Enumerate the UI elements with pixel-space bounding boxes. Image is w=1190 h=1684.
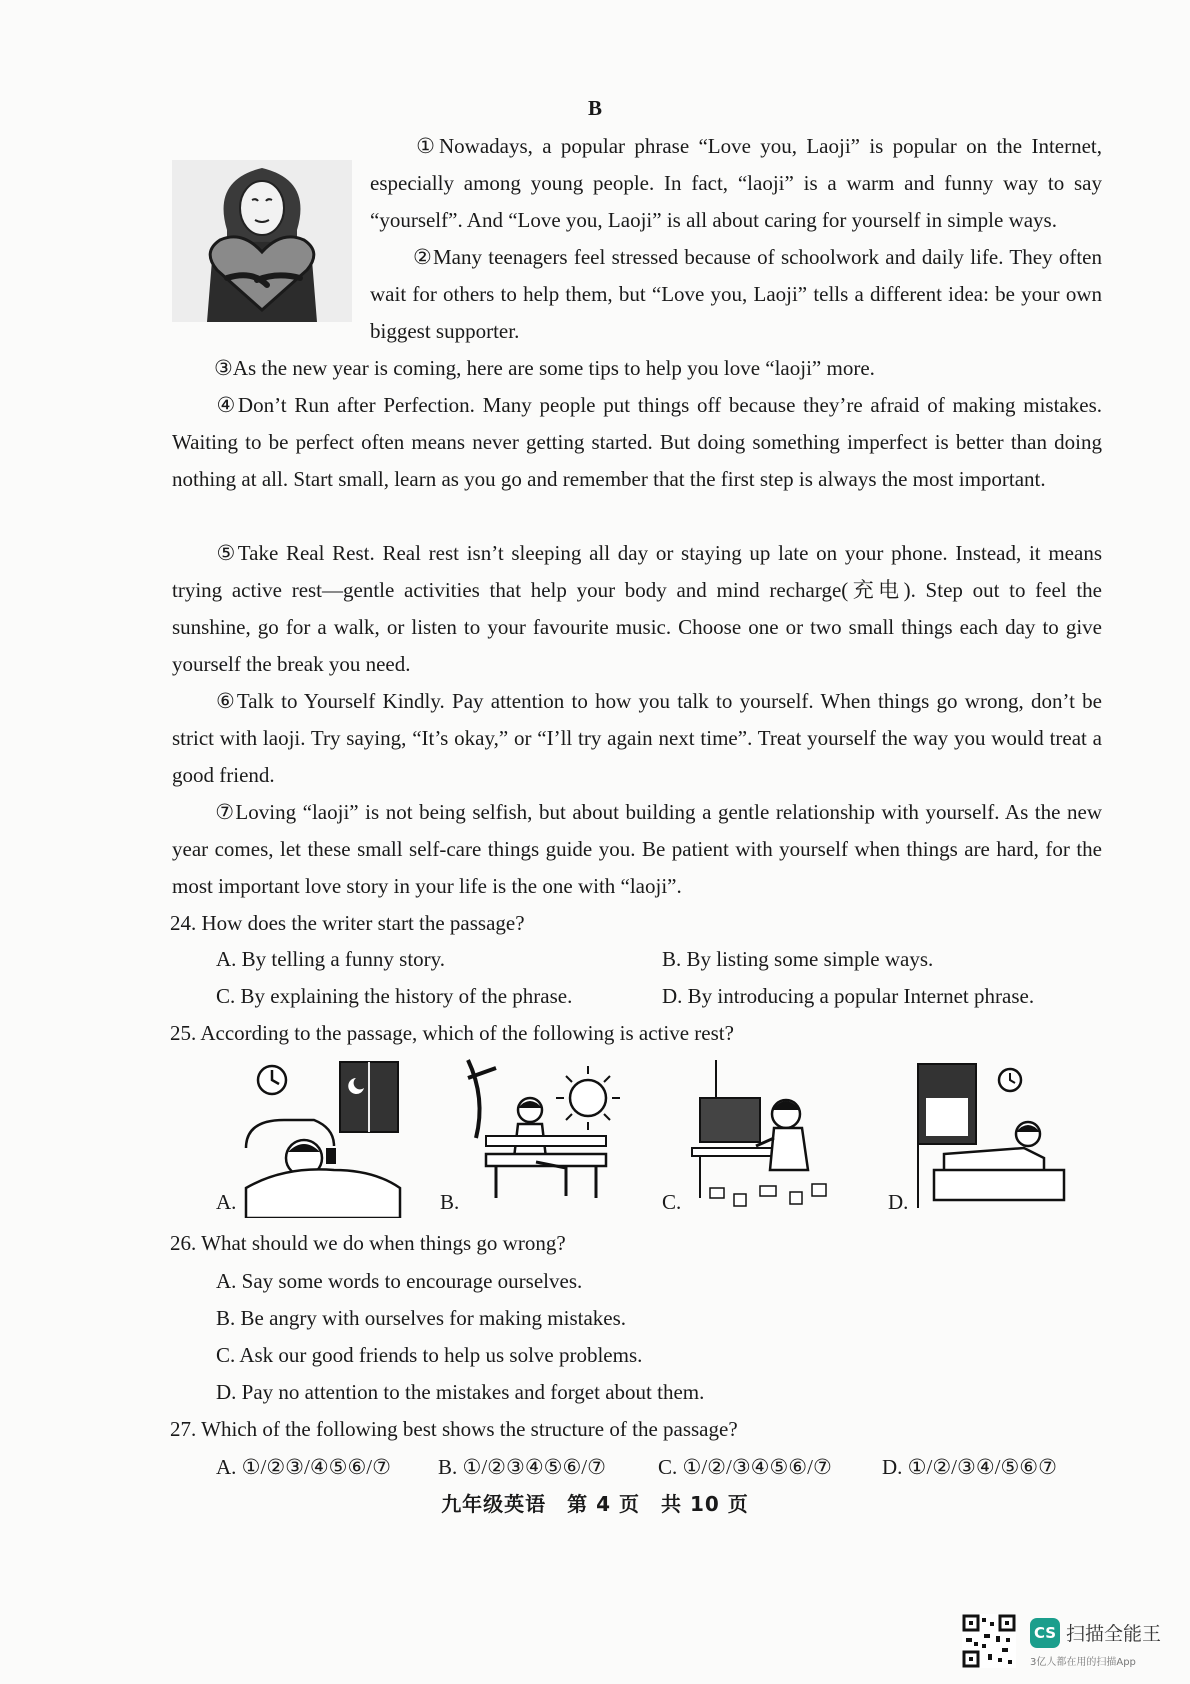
paragraph-7: ⑦Loving “laoji” is not being selfish, but about building a gentle relationship with yourself. As the new year comes, let these small self-care things guide you. Be patient with yourself when things are hard, for the most important love story in your life is the one with “laoji”. [172, 800, 1102, 898]
section-label: B [587, 96, 602, 120]
page-footer: 九年级英语 第 4 页 共 10 页 [441, 1492, 749, 1516]
paragraph-1: ①Nowadays, a popular phrase “Love you, Laoji” is popular on the Internet, especially among young people. In fact, “laoji” is a warm and funny way to say “yourself”. And “Love you, Laoji” is all about caring for yourself in simple ways. [370, 134, 1102, 232]
scanner-app-name: 扫描全能王 [1066, 1623, 1162, 1645]
q25-option-b-label[interactable]: B. [440, 1190, 460, 1214]
q24-option-d[interactable]: D. By introducing a popular Internet phrase. [662, 984, 1035, 1008]
q27-option-a[interactable]: A. ①/②③/④⑤⑥/⑦ [216, 1455, 391, 1479]
scanner-app-tagline: 3亿人都在用的扫描App [1030, 1657, 1136, 1668]
q25-option-c-label[interactable]: C. [662, 1190, 682, 1214]
q24-option-a[interactable]: A. By telling a funny story. [216, 947, 446, 971]
question-27: 27. Which of the following best shows the structure of the passage? [170, 1417, 738, 1441]
paragraph-6: ⑥Talk to Yourself Kindly. Pay attention to how you talk to yourself. When things go wrong, don’t be strict with laoji. Try saying, “It’s okay,” or “I’ll try again next time”. Treat yourself the way you would treat a good friend. [172, 689, 1102, 787]
q27-option-b[interactable]: B. ①/②③④⑤⑥/⑦ [438, 1455, 606, 1479]
question-24: 24. How does the writer start the passage? [170, 911, 525, 935]
qr-code-icon [962, 1614, 1016, 1668]
q25-option-a-label[interactable]: A. [216, 1190, 237, 1214]
option-d-tv-sofa-picture[interactable] [914, 1058, 1074, 1218]
q26-option-a[interactable]: A. Say some words to encourage ourselves. [216, 1269, 583, 1293]
q27-option-d[interactable]: D. ①/②/③④/⑤⑥⑦ [882, 1455, 1057, 1479]
q27-option-c[interactable]: C. ①/②/③④⑤⑥/⑦ [658, 1455, 832, 1479]
paragraph-4: ④Don’t Run after Perfection. Many people put things off because they’re afraid of making mistakes. Waiting to be perfect often means never getting started. But doing something imperfect is better than doing nothing at all. Start small, learn as you go and remember that the first step is always the most important. [172, 393, 1102, 491]
question-25: 25. According to the passage, which of the following is active rest? [170, 1021, 734, 1045]
q24-option-c[interactable]: C. By explaining the history of the phrase. [216, 984, 573, 1008]
paragraph-2: ②Many teenagers feel stressed because of schoolwork and daily life. They often wait for others to help them, but “Love you, Laoji” tells a different idea: be your own biggest supporter. [370, 245, 1102, 343]
option-c-computer-picture[interactable] [690, 1058, 850, 1218]
q26-option-c[interactable]: C. Ask our good friends to help us solve problems. [216, 1343, 643, 1367]
paragraph-5: ⑤Take Real Rest. Real rest isn’t sleeping all day or staying up late on your phone. Instead, it means trying active rest—gentle activities that help your body and mind recharge(充电). Step out to feel the sunshine, go for a walk, or listen to your favourite music. Choose one or two small things each day to give yourself the break you need. [172, 541, 1102, 676]
girl-hugging-heart-illustration [172, 160, 352, 322]
q24-option-b[interactable]: B. By listing some simple ways. [662, 947, 934, 971]
option-a-bed-phone-picture[interactable] [244, 1058, 404, 1218]
camscanner-logo-icon: CS [1030, 1618, 1060, 1648]
q26-option-d[interactable]: D. Pay no attention to the mistakes and forget about them. [216, 1380, 705, 1404]
q26-option-b[interactable]: B. Be angry with ourselves for making mistakes. [216, 1306, 627, 1330]
option-b-bench-sunshine-picture[interactable] [466, 1058, 626, 1218]
paragraph-3: ③As the new year is coming, here are some tips to help you love “laoji” more. [214, 356, 875, 380]
question-26: 26. What should we do when things go wrong? [170, 1231, 566, 1255]
q25-option-d-label[interactable]: D. [888, 1190, 909, 1214]
